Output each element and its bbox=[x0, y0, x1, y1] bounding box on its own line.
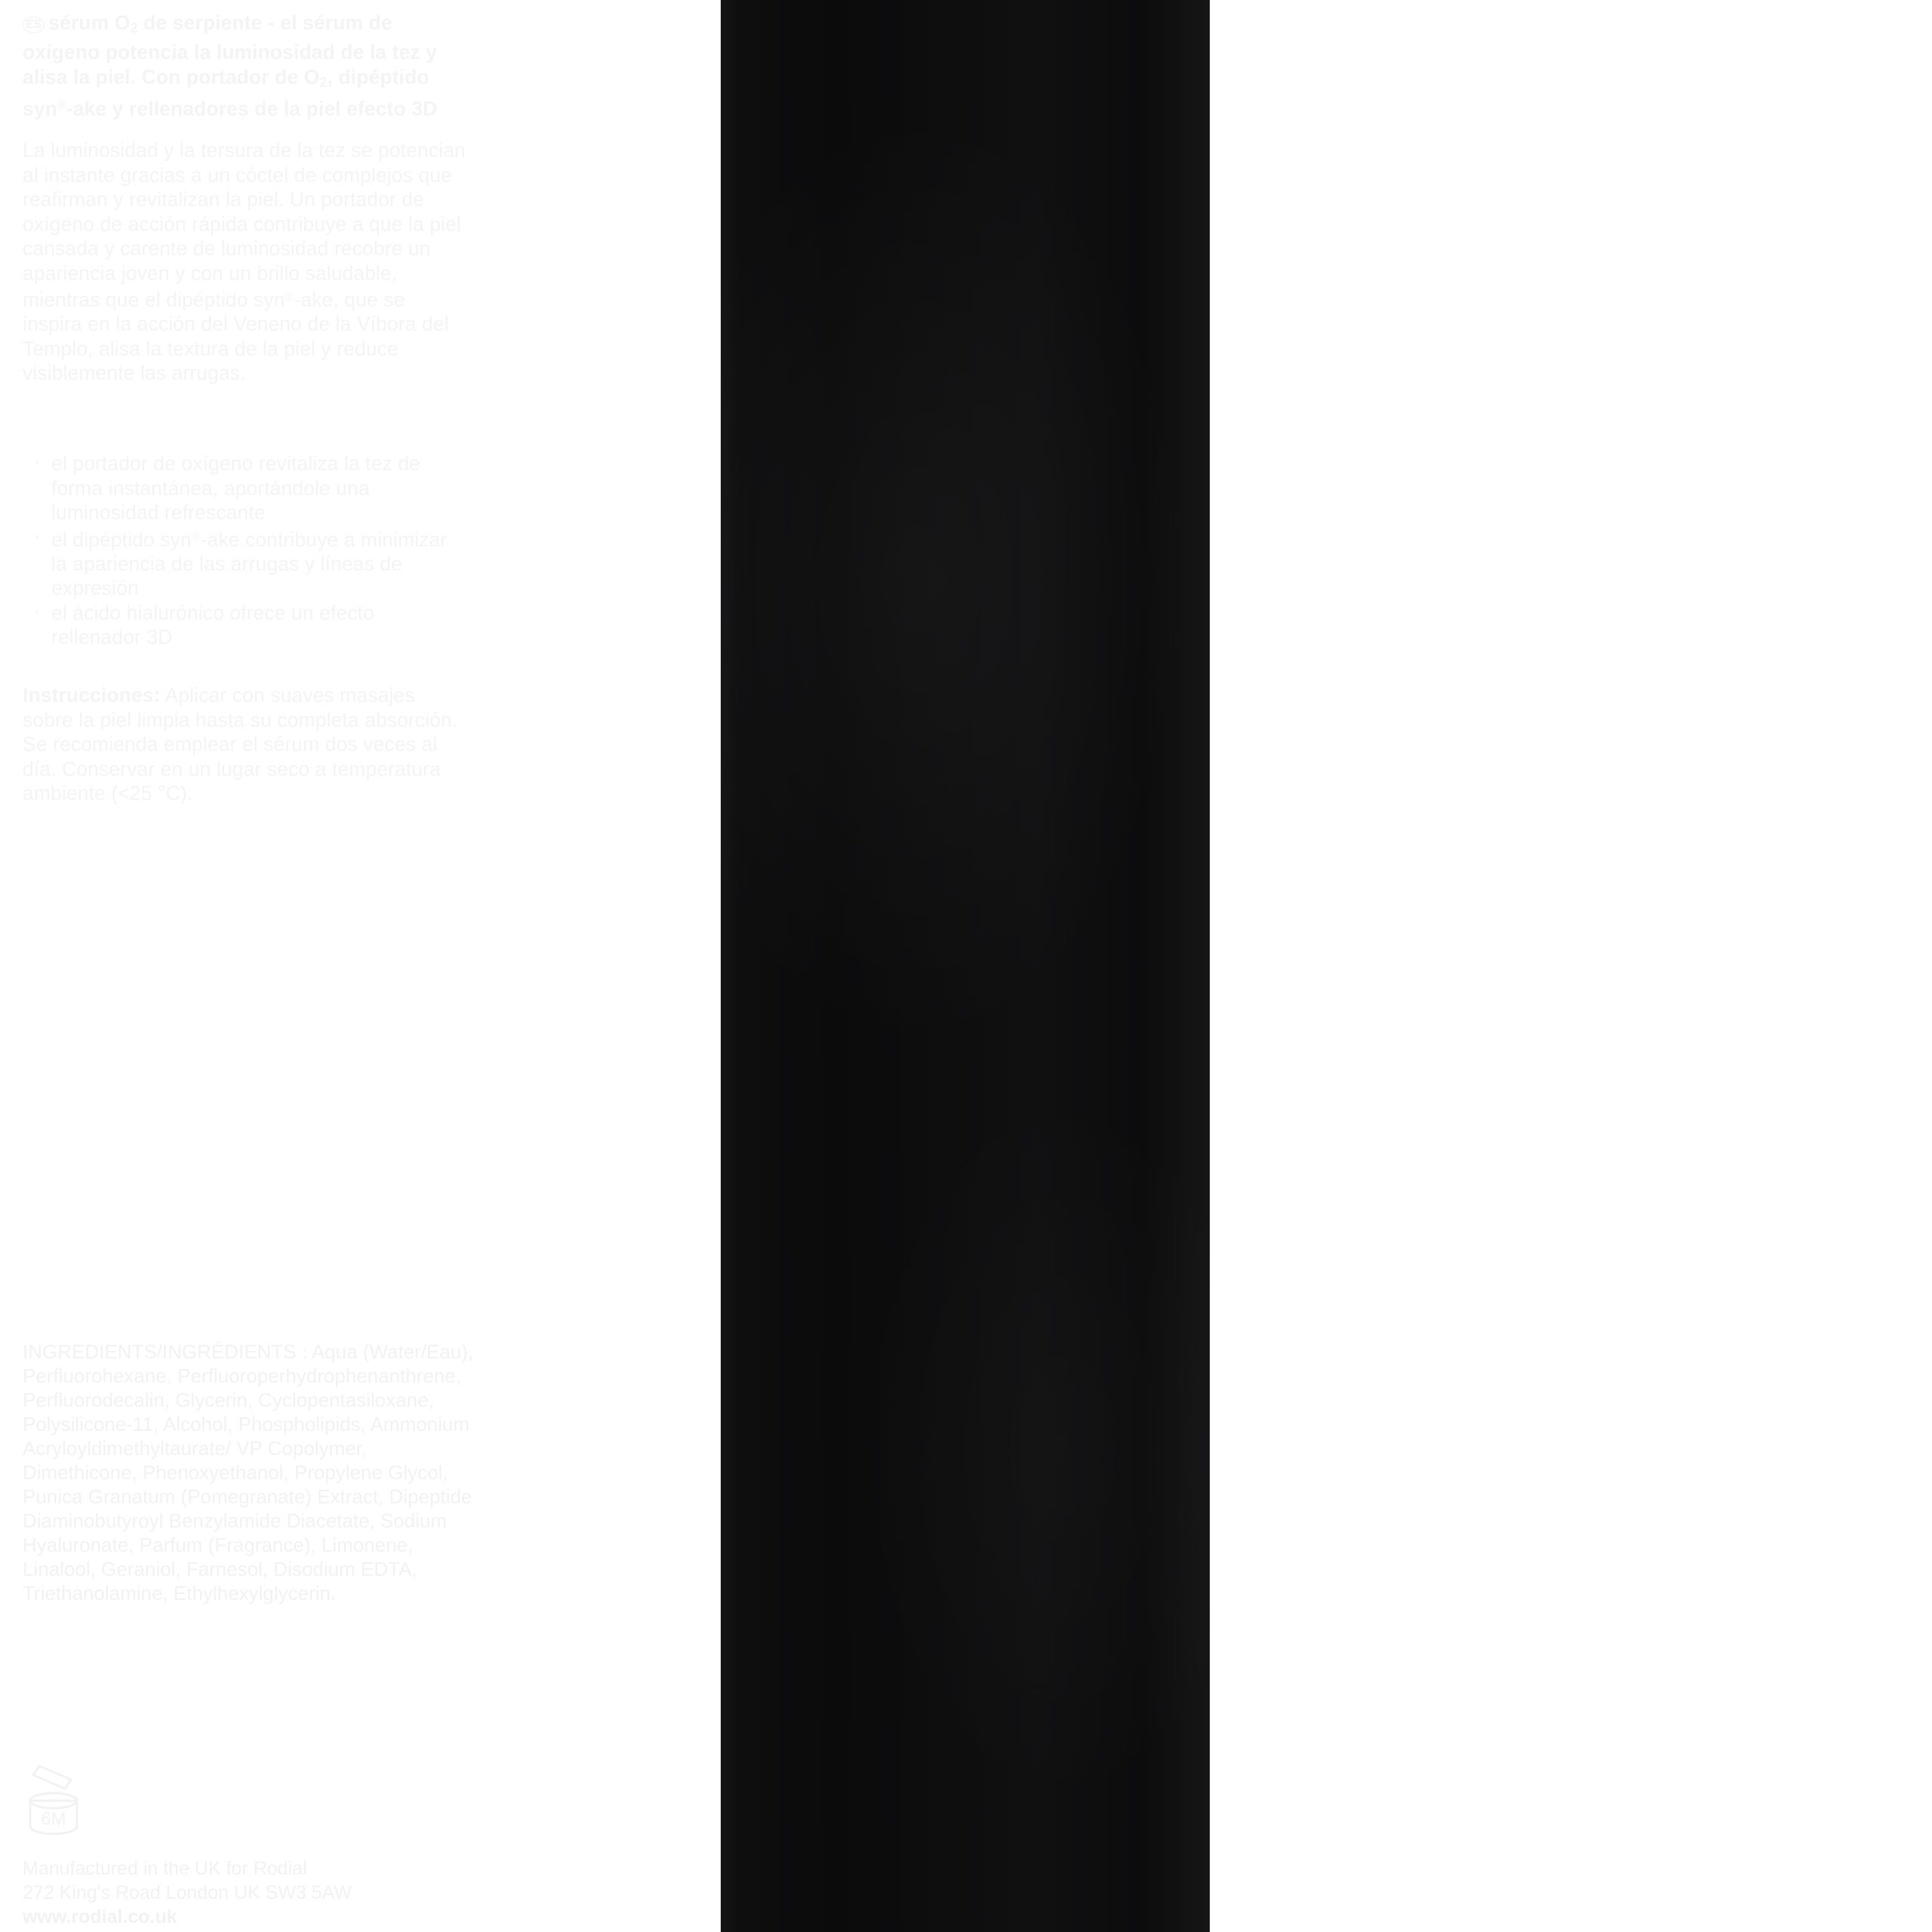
list-item: · el portador de oxígeno revitaliza la tez de forma instantánea, aportándole una luminosidad refrescante bbox=[23, 451, 468, 525]
website-url: www.rodial.co.uk bbox=[23, 1906, 177, 1927]
instructions-text: Aplicar con suaves masajes sobre la piel limpia hasta su completa absorción. Se recomienda emplear el sérum dos veces al día. Conservar en un lugar seco a temperatura ambiente (<25 °C). bbox=[23, 684, 458, 804]
list-item: · el dipéptido syn®-ake contribuye a minimizar la apariencia de las arrugas y líneas de expresión bbox=[23, 525, 468, 601]
ingredients-block bbox=[23, 1340, 475, 1605]
panel-content bbox=[0, 0, 489, 1932]
benefits-list bbox=[23, 451, 468, 650]
product-heading-text: sérum $O_2$ de serpiente - el sérum de oxígeno potencia la luminosidad de la tez y alisa la piel. Con portador de $O_2$, dipéptido syn®-ake y rellenadores de la piel efecto 3D bbox=[23, 11, 438, 121]
period-after-opening-icon bbox=[21, 1758, 112, 1849]
instructions-label: Instrucciones: bbox=[23, 684, 161, 706]
product-description: La luminosidad y la tersura de la tez se potencian al instante gracias a un cóctel de complejos que reafirman y revitalizan la piel. Un portador de oxígeno de acción rápida contribuye a que la piel cansada y carente de luminosidad recobre un apariencia joven y con un brillo saludable, mientras que el dipéptido syn®-ake, que se inspira en la acción del Veneno de la Víbora del Templo, alisa la textura de la piel y reduce visiblemente las arrugas. bbox=[23, 139, 466, 385]
manufacturer-line-1: Manufactured in the UK for Rodial bbox=[23, 1858, 307, 1879]
pao-label: 6M bbox=[41, 1809, 66, 1829]
ingredients-text: Aqua (Water/Eau), Perfluorohexane, Perfluoroperhydrophenanthrene, Perfluorodecalin, Glycerin, Cyclopentasiloxane, Polysilicone-11, Alcohol, Phospholipids, Ammonium Acryloyldimethyltaurate/ VP Copolymer, Dimethicone, Phenoxyethanol, Propylene Glycol, Punica Granatum (Pomegranate) Extract, Dipeptide Diaminobutyroyl Benzylamide Diacetate, Sodium Hyaluronate, Parfum (Fragrance), Limonene, Linalool, Geraniol, Farnesol, Disodium EDTA, Triethanolamine, Ethylhexylglycerin. bbox=[23, 1340, 474, 1604]
product-heading-block bbox=[23, 11, 468, 122]
list-item: · el ácido hialurónico ofrece un efecto rellenador 3D bbox=[23, 601, 468, 650]
manufacturer-block bbox=[23, 1857, 475, 1929]
product-carton-panel bbox=[721, 0, 1210, 1932]
ingredients-label: INGREDIENTS/INGRÉDIENTS : bbox=[23, 1340, 308, 1363]
language-badge: ES bbox=[23, 17, 45, 33]
instructions-block bbox=[23, 683, 468, 806]
manufacturer-line-2: 272 King's Road London UK SW3 5AW bbox=[23, 1882, 352, 1903]
